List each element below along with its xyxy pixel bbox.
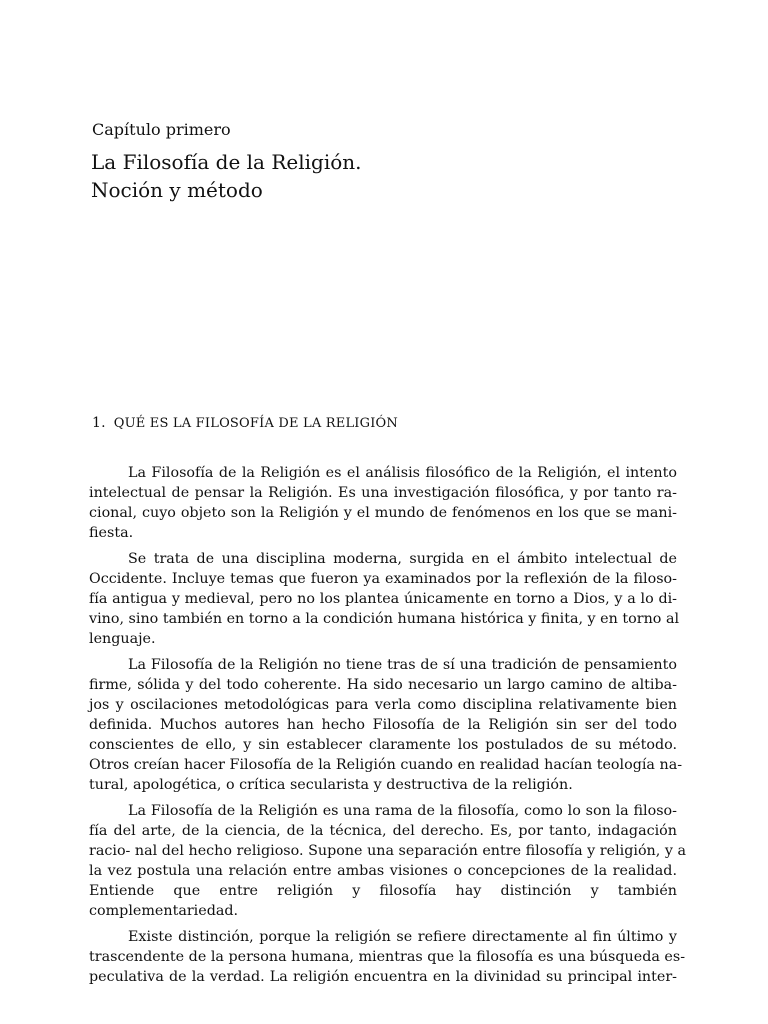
paragraph-2 <box>89 549 680 649</box>
chapter-title <box>91 148 362 204</box>
text-line: la vez postula una relación entre ambas visiones o concepciones de la realidad. <box>89 863 677 879</box>
text-line: vino, sino también en torno a la condición humana histórica y finita, y en torno al <box>89 611 680 627</box>
text-line: fiesta. <box>89 525 134 541</box>
text-line: La Filosofía de la Religión no tiene tras de sí una tradición de pensamiento <box>128 657 677 673</box>
text-line: Se trata de una disciplina moderna, surgida en el ámbito intelectual de <box>128 551 677 567</box>
text-line: lenguaje. <box>89 631 156 647</box>
section-number: 1. <box>92 415 106 431</box>
chapter-label: Capítulo primero <box>92 120 231 139</box>
section-title: QUÉ ES LA FILOSOFÍA DE LA RELIGIÓN <box>113 416 398 431</box>
body-text <box>89 463 686 993</box>
text-line: racio- nal del hecho religioso. Supone una separación entre filosofía y religión, y a <box>89 843 686 859</box>
text-line: complementariedad. <box>89 903 239 919</box>
text-line: Existe distinción, porque la religión se refiere directamente al fin último y <box>128 929 677 945</box>
chapter-title-line-1: La Filosofía de la Religión. <box>91 150 362 174</box>
paragraph-4 <box>89 801 686 921</box>
text-line: trascendente de la persona humana, mientras que la filosofía es una búsqueda es- <box>89 949 686 965</box>
text-line: Occidente. Incluye temas que fueron ya examinados por la reflexión de la filoso- <box>89 571 677 587</box>
text-line: conscientes de ello, y sin establecer claramente los postulados de su método. <box>89 737 677 753</box>
text-line: tural, apologética, o crítica secularista y destructiva de la religión. <box>89 777 573 793</box>
text-line: Entiende que entre religión y filosofía hay distinción y también <box>89 883 677 899</box>
text-line: Otros creían hacer Filosofía de la Religión cuando en realidad hacían teología na- <box>89 757 683 773</box>
text-line: cional, cuyo objeto son la Religión y el mundo de fenómenos en los que se mani- <box>89 505 677 521</box>
text-line: intelectual de pensar la Religión. Es una investigación filosófica, y por tanto ra- <box>89 485 677 501</box>
text-line: definida. Muchos autores han hecho Filosofía de la Religión sin ser del todo <box>89 717 677 733</box>
paragraph-5 <box>89 927 686 987</box>
chapter-title-line-2: Noción y método <box>91 178 263 202</box>
text-line: fía antigua y medieval, pero no los plantea únicamente en torno a Dios, y a lo di- <box>89 591 677 607</box>
paragraph-1 <box>89 463 677 543</box>
paragraph-3 <box>89 655 683 795</box>
text-line: La Filosofía de la Religión es el análisis filosófico de la Religión, el intento <box>128 465 677 481</box>
text-line: jos y oscilaciones metodológicas para verla como disciplina relativamente bien <box>89 697 677 713</box>
text-line: La Filosofía de la Religión es una rama de la filosofía, como lo son la filoso- <box>128 803 677 819</box>
text-line: peculativa de la verdad. La religión encuentra en la divinidad su principal inter- <box>89 969 677 985</box>
section-heading <box>92 414 398 433</box>
text-line: firme, sólida y del todo coherente. Ha sido necesario un largo camino de altiba- <box>89 677 677 693</box>
text-line: fía del arte, de la ciencia, de la técnica, del derecho. Es, por tanto, indagación <box>89 823 677 839</box>
